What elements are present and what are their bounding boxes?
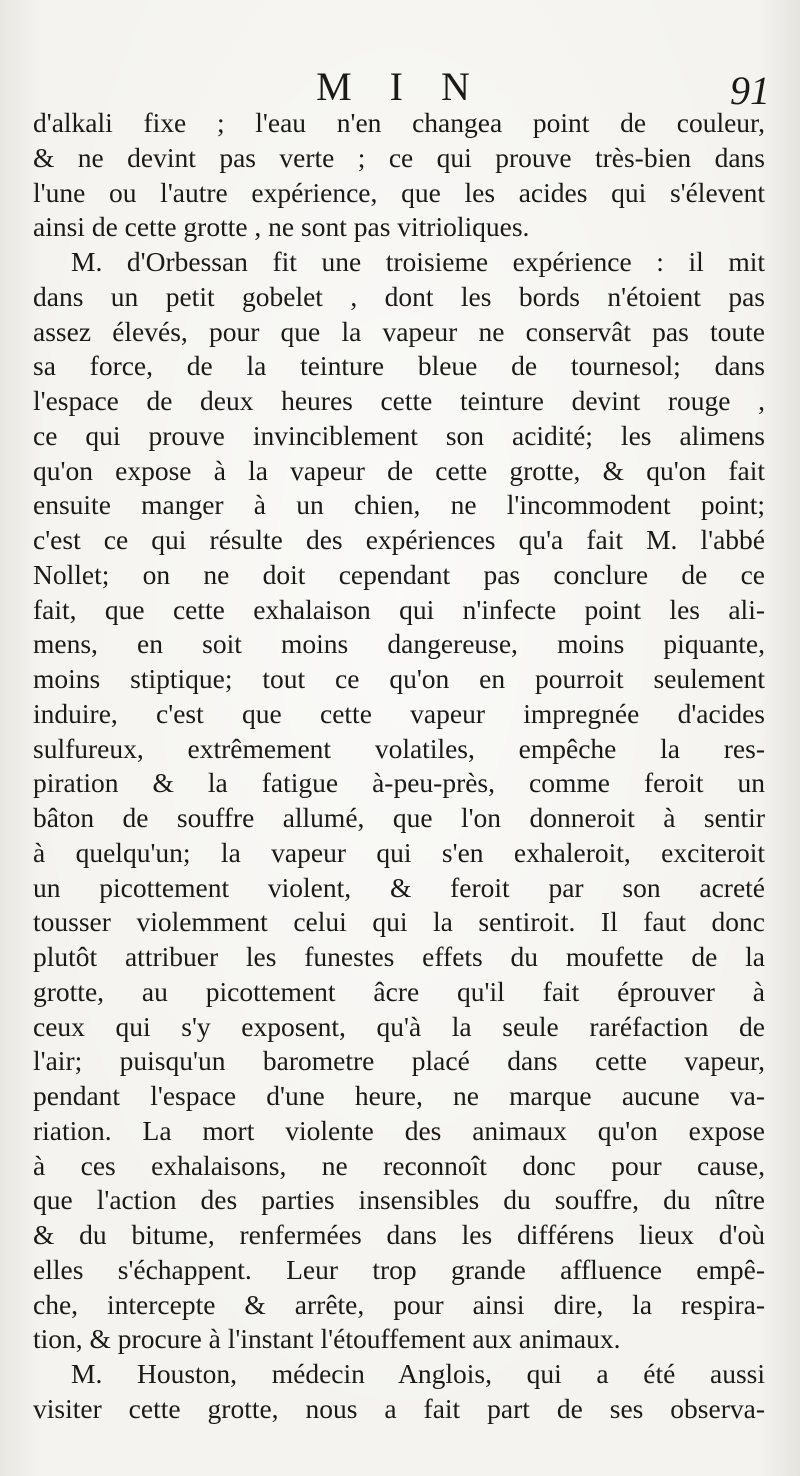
text-line: ceux qui s'y exposent, qu'à la seule raréfaction de xyxy=(33,1010,765,1042)
text-line: visiter cette grotte, nous a fait part de ses observa- xyxy=(33,1392,765,1424)
running-head xyxy=(0,62,800,112)
text-line: & du bitume, renfermées dans les différens lieux d'où xyxy=(33,1219,765,1250)
text-line: c'est ce qui résulte des expériences qu'a fait M. l'abbé xyxy=(33,524,765,555)
text-line: à quelqu'un; la vapeur qui s'en exhaleroit, exciteroit xyxy=(33,836,765,868)
page-number: 91 xyxy=(730,68,770,113)
body-text xyxy=(33,106,765,1427)
text-line: moins stiptique; tout ce qu'on en pourroit seulement xyxy=(33,663,765,694)
text-line: à ces exhalaisons, ne reconnoît donc pour cause, xyxy=(33,1149,765,1181)
text-line: piration & la fatigue à-peu-près, comme feroit un xyxy=(33,767,765,799)
text-line: qu'on expose à la vapeur de cette grotte, & qu'on fait xyxy=(33,454,765,486)
text-line: dans un petit gobelet , dont les bords n'étoient pas xyxy=(33,280,765,312)
text-line: ainsi de cette grotte , ne sont pas vitrioliques. xyxy=(33,211,530,243)
text-line: riation. La mort violente des animaux qu'on expose xyxy=(33,1114,765,1146)
running-head-title: M I N xyxy=(316,64,484,109)
text-line: mens, en soit moins dangereuse, moins piquante, xyxy=(33,628,765,660)
text-line: Nollet; on ne doit cependant pas conclure de ce xyxy=(33,558,765,590)
text-line: l'espace de deux heures cette teinture devint rouge , xyxy=(33,385,765,416)
text-line: assez élevés, pour que la vapeur ne conservât pas toute xyxy=(33,315,765,347)
text-line: sa force, de la teinture bleue de tournesol; dans xyxy=(33,350,765,382)
text-line: plutôt attribuer les funestes effets du moufette de la xyxy=(33,941,765,972)
text-line: un picottement violent, & feroit par son acreté xyxy=(33,871,765,903)
text-line: bâton de souffre allumé, que l'on donneroit à sentir xyxy=(33,802,765,833)
text-line: sulfureux, extrêmement volatiles, empêche la res- xyxy=(33,732,765,764)
text-line: grotte, au picottement âcre qu'il fait éprouver à xyxy=(33,975,765,1007)
text-line: tousser violemment celui qui la sentiroit. Il faut donc xyxy=(33,906,765,938)
text-line: pendant l'espace d'une heure, ne marque aucune va- xyxy=(33,1080,765,1111)
text-line: fait, que cette exhalaison qui n'infecte point les ali- xyxy=(33,593,765,625)
text-line: l'air; puisqu'un barometre placé dans cette vapeur, xyxy=(33,1045,765,1077)
text-line: l'une ou l'autre expérience, que les acides qui s'élevent xyxy=(33,176,765,208)
text-line: que l'action des parties insensibles du souffre, du nître xyxy=(33,1184,765,1216)
text-line: ensuite manger à un chien, ne l'incommodent point; xyxy=(33,489,765,521)
text-line: M. Houston, médecin Anglois, qui a été aussi xyxy=(71,1358,765,1389)
text-line: induire, c'est que cette vapeur impregnée d'acides xyxy=(33,697,765,729)
text-line: che, intercepte & arrête, pour ainsi dire, la respira- xyxy=(33,1288,765,1320)
text-line: d'alkali fixe ; l'eau n'en changea point de couleur, xyxy=(33,107,765,138)
text-line: & ne devint pas verte ; ce qui prouve très-bien dans xyxy=(33,141,765,173)
text-line: tion, & procure à l'instant l'étouffement aux animaux. xyxy=(33,1323,621,1355)
text-line: elles s'échappent. Leur trop grande affluence empê- xyxy=(33,1253,765,1285)
text-line: M. d'Orbessan fit une troisieme expérience : il mit xyxy=(71,246,765,277)
text-line: ce qui prouve invinciblement son acidité; les alimens xyxy=(33,419,765,451)
